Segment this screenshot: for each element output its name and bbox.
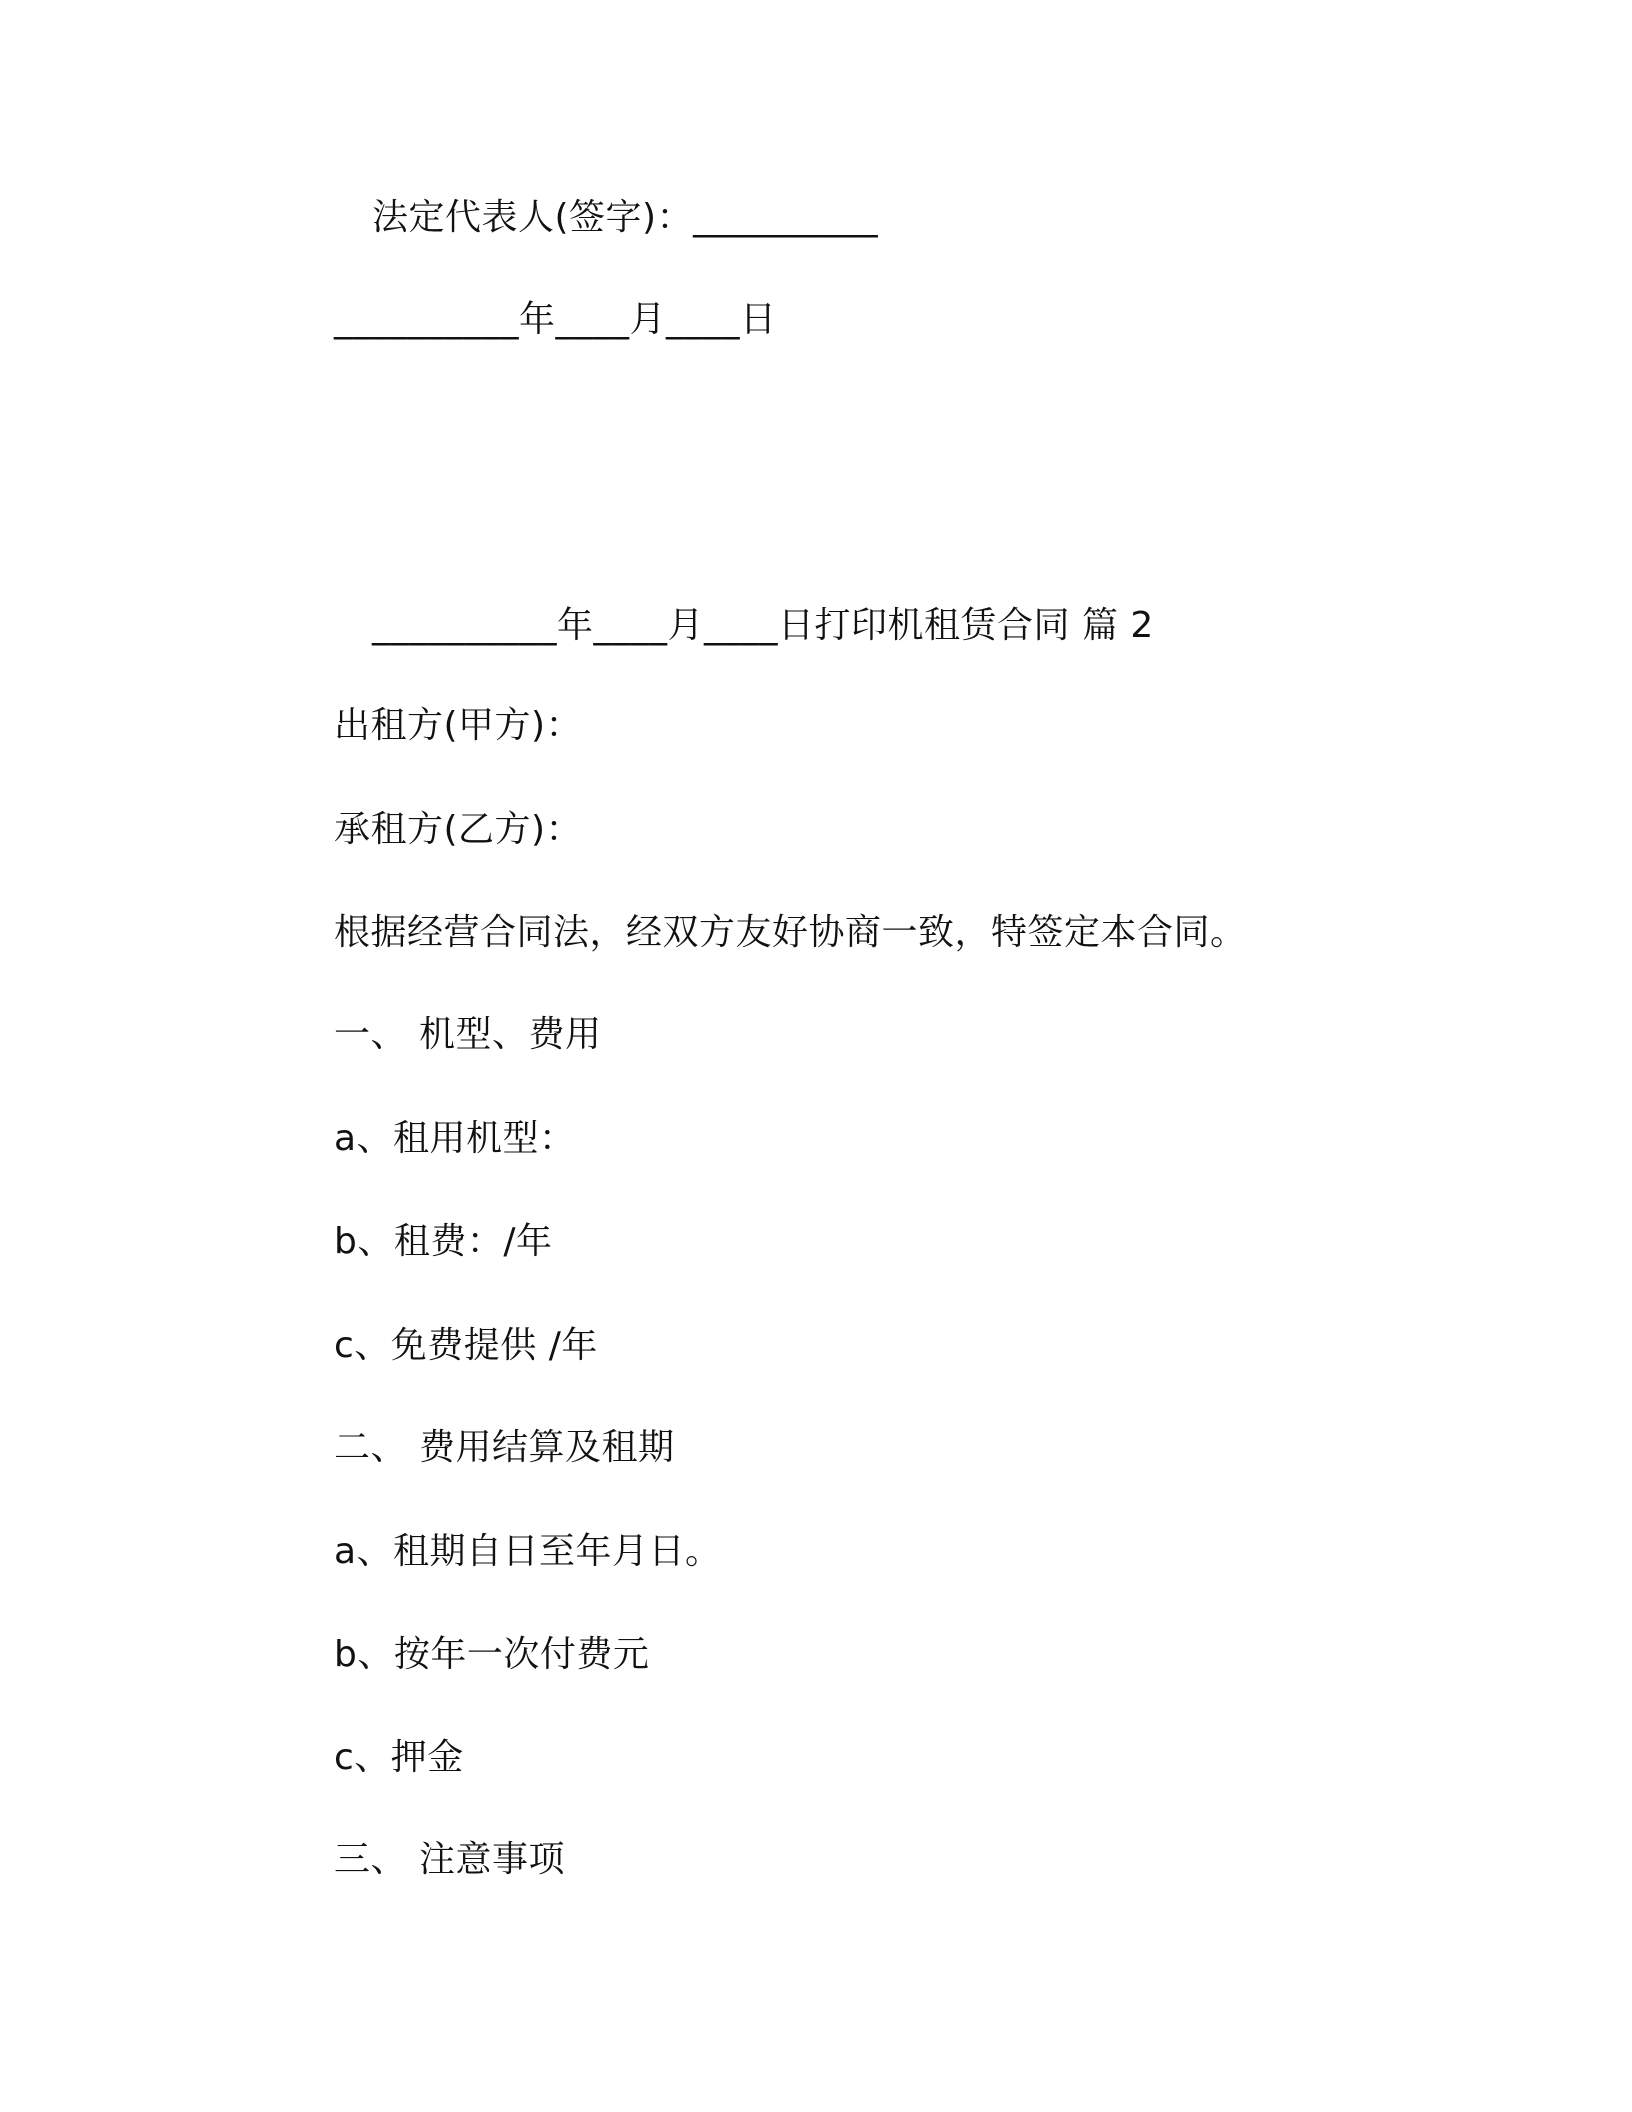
section-heading-2: 二、 费用结算及租期 <box>334 1427 675 1468</box>
legal-representative-signature-line: 法定代表人(签字)：__________ <box>372 197 879 238</box>
clause-1a: a、租用机型： <box>334 1118 576 1159</box>
section-heading-1: 一、 机型、费用 <box>334 1014 602 1055</box>
signature-date-line: __________年____月____日 <box>334 299 777 340</box>
lessor-line: 出租方(甲方)： <box>334 705 583 746</box>
preamble-text: 根据经营合同法，经双方友好协商一致，特签定本合同。 <box>334 912 1247 953</box>
clause-1b: b、租费：/年 <box>334 1221 553 1262</box>
clause-2b: b、按年一次付费元 <box>334 1634 650 1675</box>
clause-1c: c、免费提供 /年 <box>334 1325 598 1366</box>
contract-title: __________年____月____日打印机租赁合同 篇 2 <box>372 605 1154 646</box>
clause-2c: c、押金 <box>334 1737 464 1778</box>
section-heading-3: 三、 注意事项 <box>334 1839 565 1880</box>
clause-2a: a、租期自日至年月日。 <box>334 1531 722 1572</box>
lessee-line: 承租方(乙方)： <box>334 809 583 850</box>
